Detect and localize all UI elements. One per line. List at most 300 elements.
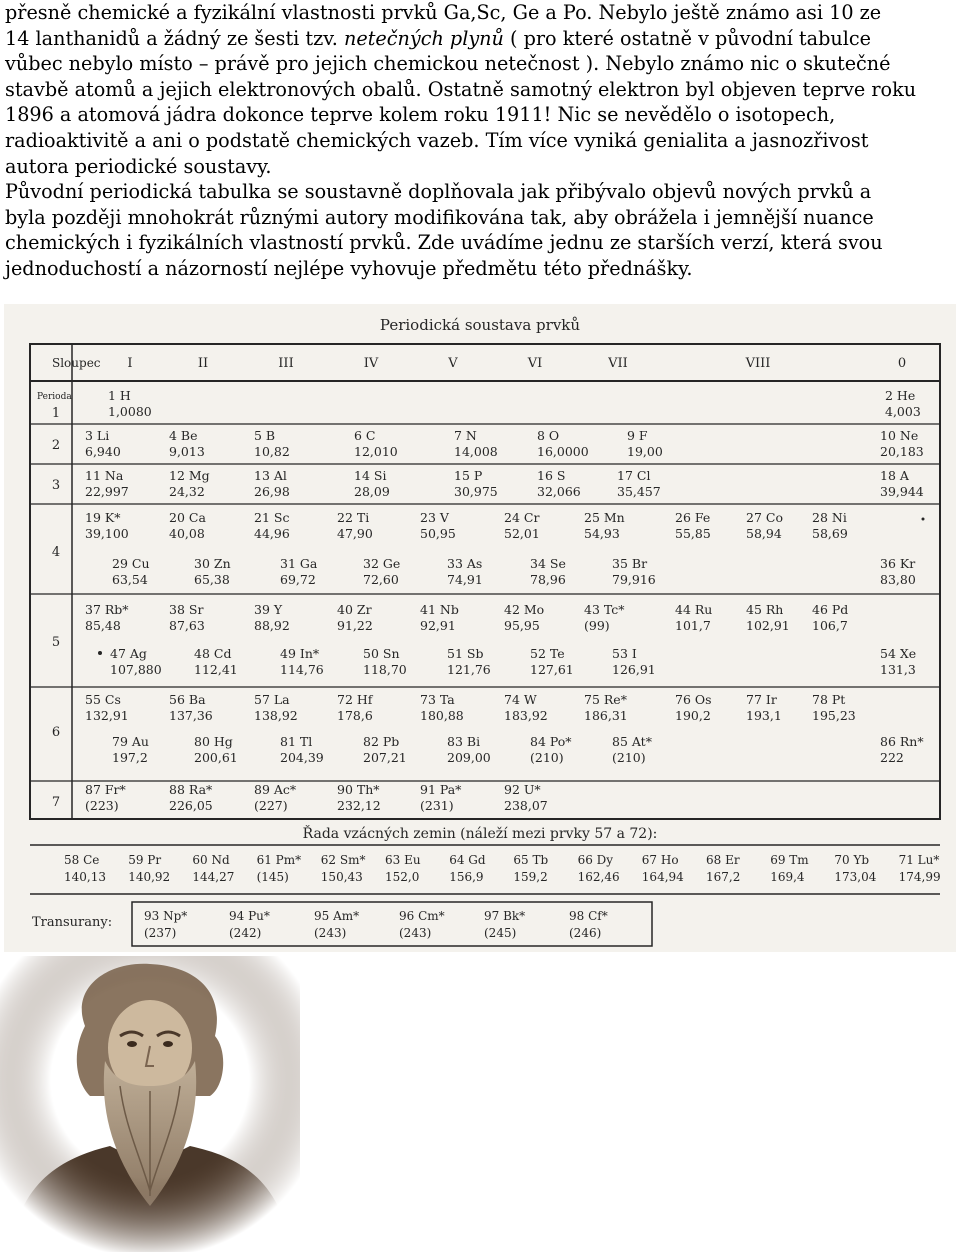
element-weight: 107,880	[110, 662, 162, 677]
element-weight: (245)	[484, 926, 517, 940]
element-weight: 78,96	[530, 572, 566, 587]
element-weight: (99)	[584, 618, 610, 633]
intro-line-text: ( pro které ostatně v původní tabulce	[503, 26, 871, 50]
element-weight: 6,940	[85, 444, 121, 459]
intro-line-text: radioaktivitě a ani o podstatě chemických vazeb. Tím více vyniká genialita a jasnozřivost	[5, 128, 869, 152]
element-cell	[447, 556, 483, 587]
element-weight: 121,76	[447, 662, 491, 677]
element-weight: 69,72	[280, 572, 316, 587]
bearded-man-portrait-icon	[0, 956, 300, 1252]
periodic-table-image	[4, 304, 956, 952]
element-cell	[880, 428, 924, 459]
element-weight: 169,4	[770, 870, 805, 884]
element-symbol: 78 Pt	[812, 692, 846, 707]
element-symbol: 27 Co	[746, 510, 783, 525]
element-weight: 58,94	[746, 526, 782, 541]
intro-text	[5, 0, 955, 282]
element-weight: 114,76	[280, 662, 324, 677]
element-cell	[675, 602, 712, 633]
group-header: IV	[363, 356, 379, 371]
element-symbol: 25 Mn	[584, 510, 625, 525]
element-symbol: 5 B	[254, 428, 276, 443]
intro-line-emphasis: netečných plynů	[344, 26, 504, 50]
element-weight: 156,9	[449, 870, 484, 884]
element-symbol: 64 Gd	[449, 853, 486, 867]
element-weight: 28,09	[354, 484, 390, 499]
element-weight: (242)	[229, 926, 262, 940]
element-weight: 159,2	[513, 870, 548, 884]
intro-line	[5, 77, 955, 103]
element-symbol: 84 Po*	[530, 734, 572, 749]
element-weight: 72,60	[363, 572, 399, 587]
element-cell	[169, 510, 206, 541]
element-weight: (145)	[256, 870, 289, 884]
element-cell	[337, 510, 373, 541]
element-weight: 226,05	[169, 798, 213, 813]
element-symbol: 13 Al	[254, 468, 287, 483]
element-symbol: 8 O	[537, 428, 560, 443]
element-weight: 131,3	[880, 662, 916, 677]
element-symbol: 61 Pm*	[256, 853, 302, 867]
intro-line-text: jednoduchostí a názorností nejlépe vyhovuje předmětu této přednášky.	[5, 256, 693, 280]
element-symbol: 30 Zn	[194, 556, 231, 571]
element-symbol: 53 I	[612, 646, 637, 661]
group-label: Sloupec	[52, 356, 101, 370]
group-header: VI	[527, 356, 543, 371]
lanthanide-cell	[642, 853, 684, 884]
period-number: 4	[51, 545, 61, 560]
element-cell	[617, 468, 661, 499]
element-cell	[420, 692, 464, 723]
element-symbol: 18 A	[880, 468, 909, 483]
element-cell	[169, 692, 213, 723]
intro-line-text: stavbě atomů a jejich elektronových obalů. Ostatně samotný elektron byl objeven teprve roku	[5, 77, 917, 101]
element-weight: 54,93	[584, 526, 620, 541]
element-weight: 74,91	[447, 572, 483, 587]
intro-line-text: 1896 a atomová jádra dokonce teprve kolem roku 1911! Nic se nevědělo o isotopech,	[5, 103, 836, 127]
lanthanide-cell	[385, 853, 421, 884]
element-symbol: 1 H	[108, 388, 131, 403]
element-cell	[420, 510, 456, 541]
intro-line	[5, 205, 955, 231]
element-cell	[812, 692, 856, 723]
element-cell	[85, 692, 129, 723]
period-label: Perioda	[37, 392, 72, 402]
element-symbol: 29 Cu	[112, 556, 150, 571]
element-weight: (237)	[144, 926, 177, 940]
element-weight: 40,08	[169, 526, 205, 541]
element-symbol: 40 Zr	[337, 602, 372, 617]
element-weight: 144,27	[192, 870, 235, 884]
lanthanide-cell	[192, 853, 234, 884]
element-symbol: 79 Au	[112, 734, 149, 749]
element-cell	[447, 646, 491, 677]
element-cell	[530, 646, 574, 677]
element-cell	[584, 510, 625, 541]
element-symbol: 97 Bk*	[484, 909, 526, 923]
element-symbol: 57 La	[254, 692, 290, 707]
intro-line-text: byla později mnohokrát různými autory modifikována tak, aby obrážela i jemnější nuance	[5, 205, 874, 229]
element-symbol: 36 Kr	[880, 556, 916, 571]
element-symbol: 14 Si	[354, 468, 387, 483]
element-symbol: 2 He	[885, 388, 916, 403]
group-header: III	[278, 356, 294, 371]
element-symbol: 7 N	[454, 428, 477, 443]
element-weight: 14,008	[454, 444, 498, 459]
element-symbol: 72 Hf	[337, 692, 373, 707]
element-weight: 204,39	[280, 750, 324, 765]
element-symbol: 28 Ni	[812, 510, 847, 525]
element-weight: 79,916	[612, 572, 656, 587]
element-weight: 180,88	[420, 708, 464, 723]
group-header: VIII	[745, 356, 771, 371]
intro-line-text: chemických i fyzikálních vlastností prvků. Zde uvádíme jednu ze starších verzí, která svou	[5, 231, 883, 255]
element-weight: 150,43	[320, 870, 363, 884]
element-symbol: 81 Tl	[280, 734, 313, 749]
intro-line	[5, 230, 955, 256]
element-symbol: 91 Pa*	[420, 782, 462, 797]
element-symbol: 98 Cf*	[569, 909, 608, 923]
element-symbol: 58 Ce	[64, 853, 100, 867]
element-weight: 63,54	[112, 572, 148, 587]
element-symbol: 55 Cs	[85, 692, 121, 707]
element-symbol: 20 Ca	[169, 510, 206, 525]
element-cell	[254, 602, 290, 633]
element-symbol: 23 V	[420, 510, 449, 525]
element-weight: 55,85	[675, 526, 711, 541]
element-symbol: 67 Ho	[641, 853, 679, 867]
element-cell	[880, 734, 924, 765]
element-cell	[194, 646, 238, 677]
element-weight: (223)	[85, 798, 119, 813]
element-symbol: 66 Dy	[577, 853, 614, 867]
transuranic-label: Transurany:	[32, 915, 113, 930]
element-weight: 193,1	[746, 708, 782, 723]
period-number: 6	[51, 725, 61, 740]
element-weight: (243)	[399, 926, 432, 940]
element-cell	[880, 468, 924, 499]
element-weight: 1,0080	[108, 404, 152, 419]
element-weight: 19,00	[627, 444, 663, 459]
element-symbol: 49 In*	[280, 646, 320, 661]
lanthanide-cell	[64, 853, 106, 884]
element-weight: (210)	[612, 750, 646, 765]
element-weight: 20,183	[880, 444, 924, 459]
element-symbol: 4 Be	[169, 428, 198, 443]
element-symbol: 31 Ga	[280, 556, 318, 571]
intro-line	[5, 179, 955, 205]
element-symbol: 45 Rh	[746, 602, 784, 617]
element-weight: 83,80	[880, 572, 916, 587]
element-symbol: 86 Rn*	[880, 734, 924, 749]
element-weight: 87,63	[169, 618, 205, 633]
element-cell	[169, 428, 205, 459]
element-cell	[504, 510, 540, 541]
element-cell	[194, 556, 231, 587]
element-cell	[254, 692, 298, 723]
element-cell	[337, 692, 374, 723]
element-symbol: 88 Ra*	[169, 782, 213, 797]
lanthanide-cell	[513, 853, 548, 884]
element-weight: 91,22	[337, 618, 373, 633]
element-weight: 232,12	[337, 798, 381, 813]
element-symbol: 16 S	[537, 468, 566, 483]
element-cell	[354, 468, 390, 499]
element-cell	[254, 510, 290, 541]
element-weight: 152,0	[385, 870, 420, 884]
element-cell	[675, 510, 711, 541]
element-weight: 200,61	[194, 750, 238, 765]
element-symbol: 75 Re*	[584, 692, 627, 707]
element-symbol: 51 Sb	[447, 646, 484, 661]
element-cell	[363, 646, 407, 677]
lanthanide-cell	[706, 853, 740, 884]
intro-line	[5, 256, 955, 282]
table-frame	[30, 344, 940, 819]
element-cell	[612, 556, 656, 587]
group-header: 0	[897, 356, 907, 371]
element-weight: 39,100	[85, 526, 129, 541]
element-symbol: 96 Cm*	[399, 909, 445, 923]
element-weight: 137,36	[169, 708, 213, 723]
element-weight: 101,7	[675, 618, 711, 633]
element-symbol: 3 Li	[85, 428, 110, 443]
element-cell	[194, 734, 238, 765]
element-symbol: 12 Mg	[169, 468, 210, 483]
element-cell	[504, 782, 548, 813]
element-cell	[337, 782, 381, 813]
lanthanide-cell	[449, 853, 486, 884]
intro-line-text: přesně chemické a fyzikální vlastnosti prvků Ga,Sc, Ge a Po. Nebylo ještě známo asi 10 ze	[5, 1, 882, 24]
element-weight: 207,21	[363, 750, 407, 765]
element-cell	[112, 734, 149, 765]
element-symbol: 71 Lu*	[898, 853, 940, 867]
transuranic-cell	[399, 909, 445, 940]
element-cell	[746, 692, 782, 723]
element-symbol: 63 Eu	[385, 853, 421, 867]
element-weight: 195,23	[812, 708, 856, 723]
lanthanide-cell	[321, 853, 366, 884]
element-weight: 173,04	[834, 870, 877, 884]
element-weight: 24,32	[169, 484, 205, 499]
element-symbol: 37 Rb*	[85, 602, 129, 617]
element-symbol: 42 Mo	[504, 602, 545, 617]
element-weight: 65,38	[194, 572, 230, 587]
element-weight: 58,69	[812, 526, 848, 541]
intro-line-text: 14 lanthanidů a žádný ze šesti tzv.	[5, 26, 344, 50]
element-weight: (243)	[314, 926, 347, 940]
element-symbol: 24 Cr	[504, 510, 540, 525]
lanthanide-cell	[578, 853, 620, 884]
element-cell	[675, 692, 712, 723]
element-symbol: 85 At*	[612, 734, 652, 749]
transuranic-cell	[229, 909, 270, 940]
element-symbol: 15 P	[454, 468, 483, 483]
element-symbol: 92 U*	[504, 782, 541, 797]
element-weight: 88,92	[254, 618, 290, 633]
element-weight: 183,92	[504, 708, 548, 723]
intro-line	[5, 0, 955, 26]
element-symbol: 68 Er	[706, 853, 740, 867]
element-symbol: 11 Na	[85, 468, 124, 483]
element-symbol: 87 Fr*	[85, 782, 126, 797]
element-symbol: 19 K*	[85, 510, 121, 525]
element-cell	[110, 646, 162, 677]
element-cell	[812, 602, 848, 633]
element-cell	[169, 602, 205, 633]
element-weight: 127,61	[530, 662, 574, 677]
element-cell	[530, 734, 572, 765]
element-symbol: 47 Ag	[110, 646, 147, 661]
element-symbol: 56 Ba	[169, 692, 206, 707]
lanthanide-cell	[128, 853, 170, 884]
element-weight: 222	[880, 750, 904, 765]
element-weight: 106,7	[812, 618, 848, 633]
element-symbol: 50 Sn	[363, 646, 400, 661]
element-symbol: 22 Ti	[337, 510, 370, 525]
lanthanide-cell	[834, 853, 876, 884]
element-weight: 138,92	[254, 708, 298, 723]
element-cell	[85, 428, 121, 459]
element-cell	[85, 602, 129, 633]
element-weight: 9,013	[169, 444, 205, 459]
element-symbol: 89 Ac*	[254, 782, 297, 797]
element-symbol: 41 Nb	[420, 602, 459, 617]
element-weight: 12,010	[354, 444, 398, 459]
table-title: Periodická soustava prvků	[379, 316, 581, 334]
element-symbol: 39 Y	[254, 602, 283, 617]
element-symbol: 60 Nd	[192, 853, 230, 867]
element-symbol: 59 Pr	[128, 853, 162, 867]
element-cell	[537, 428, 589, 459]
element-cell	[504, 602, 544, 633]
element-weight: 238,07	[504, 798, 548, 813]
element-weight: 132,91	[85, 708, 129, 723]
element-weight: 140,13	[64, 870, 106, 884]
element-weight: 39,944	[880, 484, 924, 499]
period-number: 5	[51, 635, 61, 650]
element-symbol: 46 Pd	[812, 602, 849, 617]
element-weight: 102,91	[746, 618, 790, 633]
element-cell	[530, 556, 566, 587]
element-weight: 118,70	[363, 662, 407, 677]
element-cell	[254, 782, 297, 813]
period-number: 2	[51, 438, 61, 453]
element-symbol: 77 Ir	[746, 692, 777, 707]
element-weight: 85,48	[85, 618, 121, 633]
intro-line	[5, 26, 955, 52]
period-number: 7	[51, 795, 61, 810]
period-number: 3	[51, 478, 61, 493]
lanthanide-label: Řada vzácných zemin (náleží mezi prvky 57 a 72):	[302, 826, 658, 842]
element-weight: 30,975	[454, 484, 498, 499]
element-symbol: 54 Xe	[880, 646, 917, 661]
element-symbol: 62 Sm*	[320, 853, 366, 867]
element-cell	[420, 602, 459, 633]
element-weight: 186,31	[584, 708, 628, 723]
element-cell	[880, 646, 916, 677]
element-symbol: 44 Ru	[675, 602, 713, 617]
element-cell	[812, 510, 848, 541]
element-symbol: 69 Tm	[770, 853, 809, 867]
intro-line	[5, 128, 955, 154]
element-weight: 126,91	[612, 662, 656, 677]
element-weight: 174,99	[898, 870, 941, 884]
lanthanide-cell	[899, 853, 941, 884]
intro-line-text: vůbec nebylo místo – právě pro jejich chemickou netečnost ). Nebylo známo nic o skutečné	[5, 52, 891, 76]
element-cell	[454, 468, 498, 499]
element-symbol: 95 Am*	[314, 909, 360, 923]
element-symbol: 35 Br	[612, 556, 648, 571]
element-weight: 92,91	[420, 618, 456, 633]
element-weight: 4,003	[885, 404, 921, 419]
element-weight: 167,2	[706, 870, 741, 884]
element-symbol: 90 Th*	[337, 782, 380, 797]
periodic-table	[4, 304, 956, 952]
element-symbol: 74 W	[504, 692, 537, 707]
intro-line-text: Původní periodická tabulka se soustavně doplňovala jak přibývalo objevů nových prvků a	[5, 180, 872, 204]
element-weight: 50,95	[420, 526, 456, 541]
element-symbol: 76 Os	[675, 692, 712, 707]
element-symbol: 43 Tc*	[584, 602, 625, 617]
lanthanide-cell	[257, 853, 302, 884]
intro-line	[5, 102, 955, 128]
element-cell	[447, 734, 491, 765]
transuranic-cell	[569, 909, 608, 940]
group-header: V	[448, 356, 458, 371]
element-weight: 164,94	[641, 870, 684, 884]
element-weight: 52,01	[504, 526, 540, 541]
element-weight: (231)	[420, 798, 454, 813]
element-symbol: 32 Ge	[363, 556, 401, 571]
element-weight: 112,41	[194, 662, 238, 677]
transuranic-cell	[314, 909, 359, 940]
element-weight: 47,90	[337, 526, 373, 541]
element-symbol: 21 Sc	[254, 510, 290, 525]
dot-mark	[98, 651, 102, 655]
element-weight: 162,46	[577, 870, 620, 884]
intro-line	[5, 51, 955, 77]
element-weight: 32,066	[537, 484, 581, 499]
element-cell	[254, 468, 290, 499]
transuranic-cell	[484, 909, 525, 940]
element-weight: 190,2	[675, 708, 711, 723]
intro-line	[5, 154, 955, 180]
element-cell	[746, 510, 783, 541]
element-cell	[420, 782, 462, 813]
element-cell	[612, 734, 653, 765]
element-cell	[280, 556, 318, 587]
element-cell	[454, 428, 498, 459]
element-cell	[85, 468, 129, 499]
group-header: II	[197, 356, 209, 371]
element-cell	[363, 556, 400, 587]
element-symbol: 70 Yb	[834, 853, 870, 867]
element-cell	[504, 692, 548, 723]
element-symbol: 93 Np*	[144, 909, 188, 923]
element-weight: (227)	[254, 798, 288, 813]
element-symbol: 94 Pu*	[229, 909, 270, 923]
group-header: I	[127, 356, 133, 371]
element-cell	[112, 556, 150, 587]
element-weight: 140,92	[128, 870, 171, 884]
element-weight: 22,997	[85, 484, 129, 499]
element-cell	[885, 388, 921, 419]
element-cell	[169, 782, 213, 813]
element-cell	[337, 602, 373, 633]
element-symbol: 52 Te	[530, 646, 565, 661]
element-cell	[612, 646, 656, 677]
